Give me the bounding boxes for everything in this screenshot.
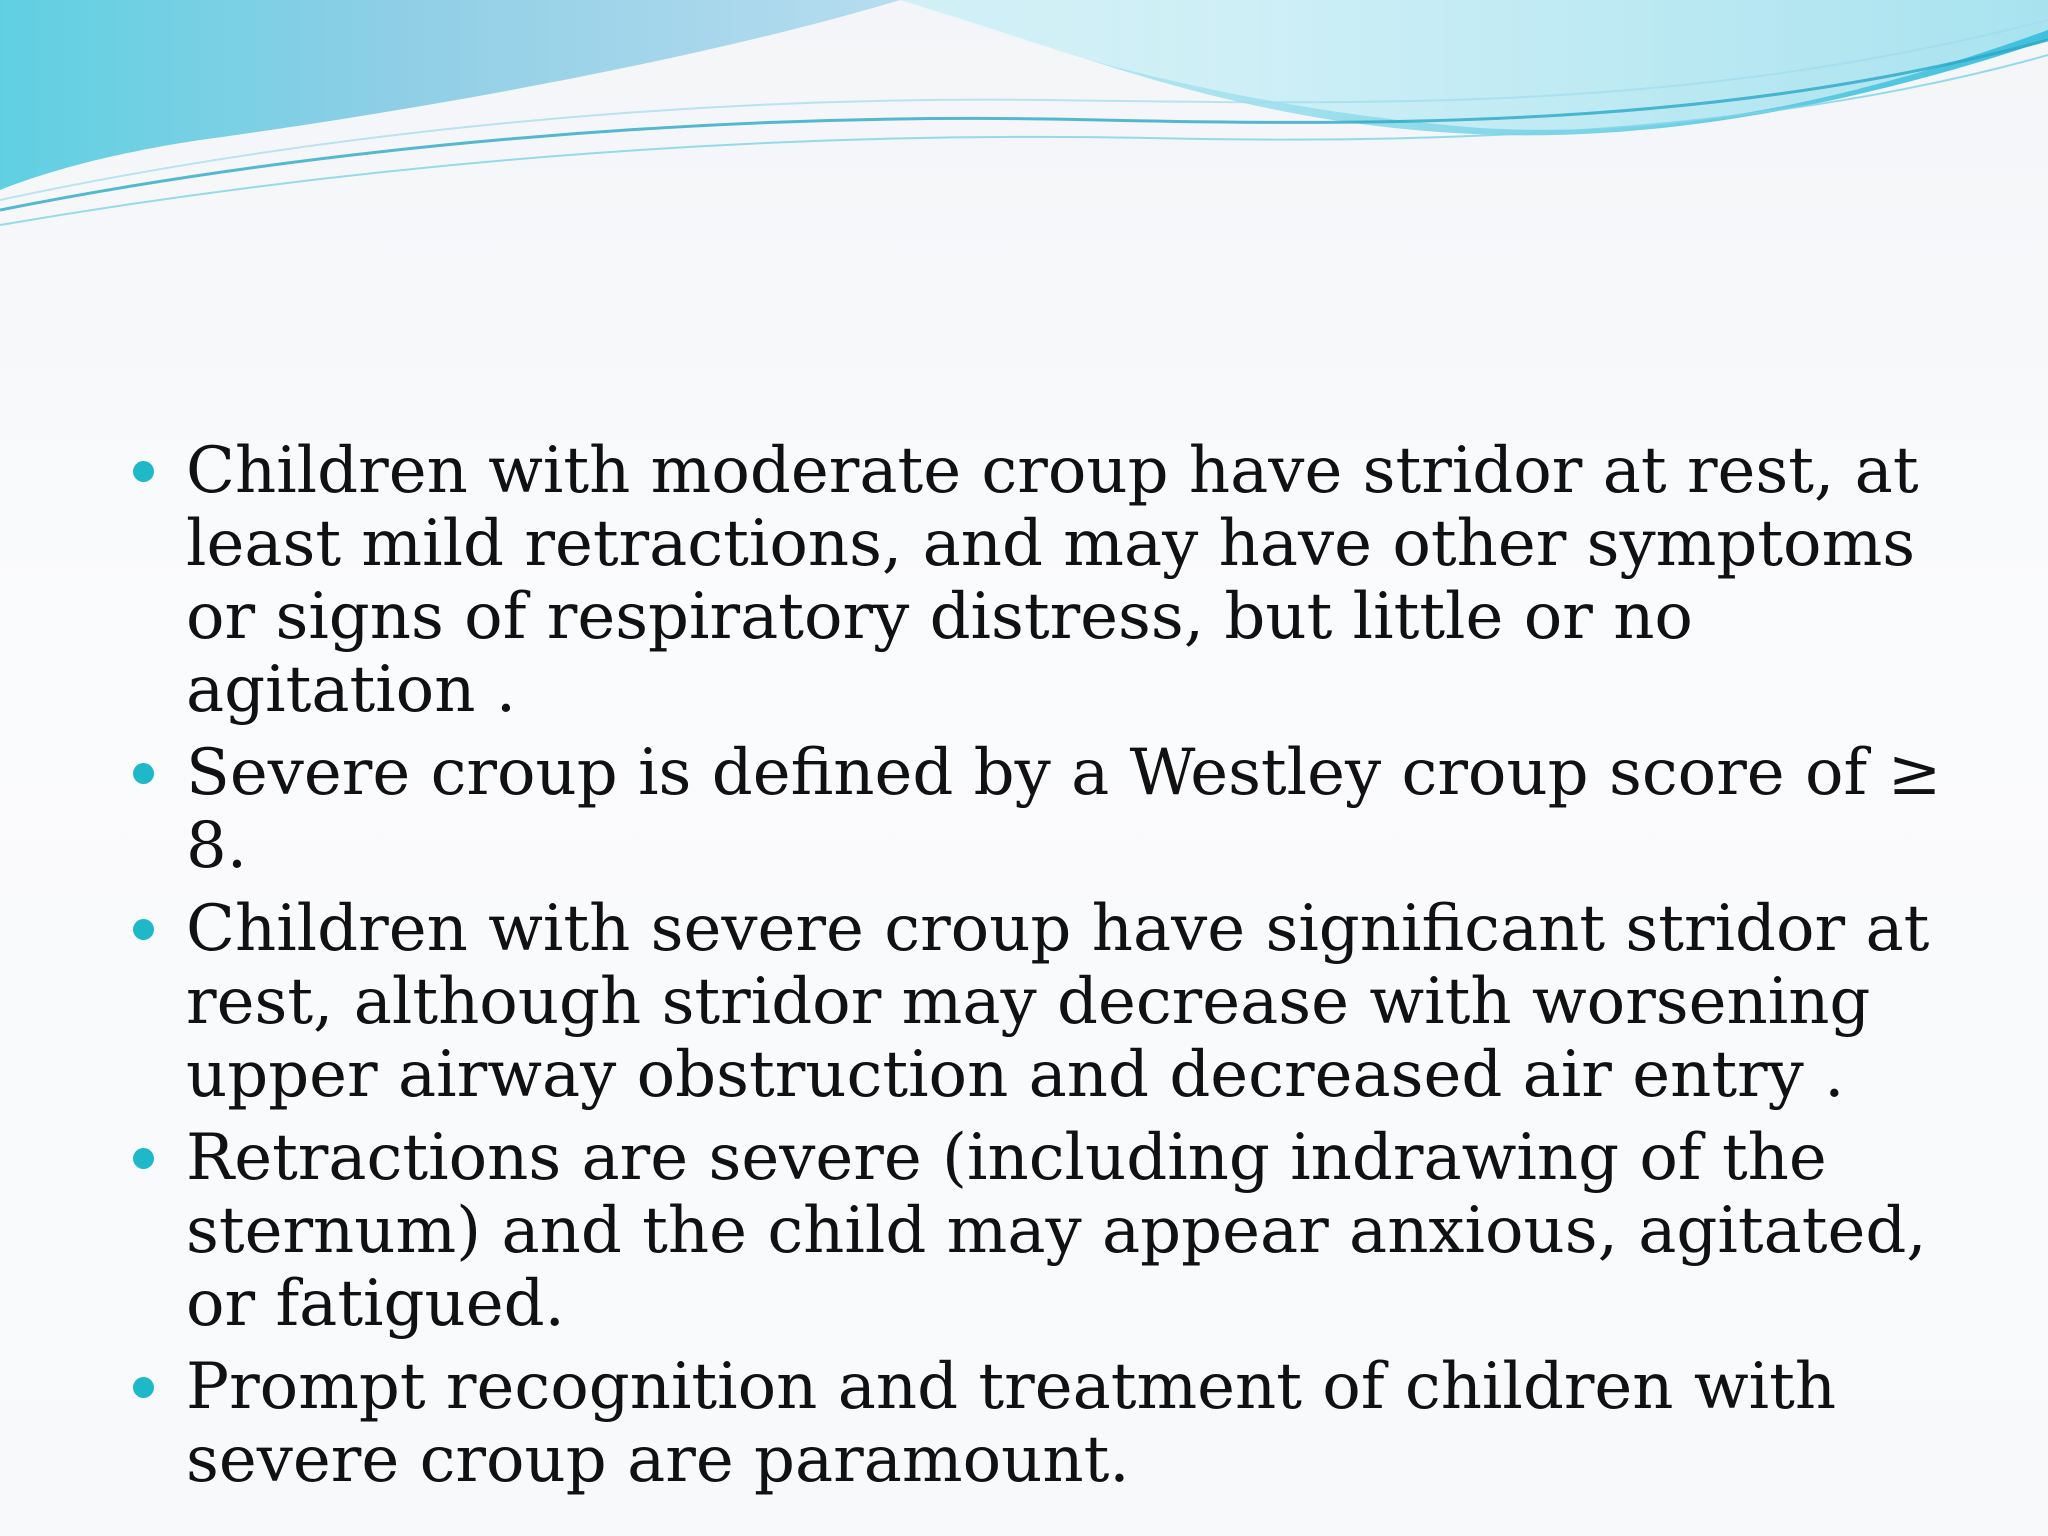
bullet-dot-icon (133, 763, 154, 784)
bullet-item (120, 1351, 1970, 1497)
bullet-item (120, 1122, 1970, 1341)
bullet-text: Severe croup is defined by a Westley croup score of ≥ 8. (186, 736, 1942, 883)
bullet-item (120, 893, 1970, 1112)
bullet-dot-icon (133, 461, 154, 482)
bullet-text: Children with moderate croup have stridor at rest, at least mild retractions, and may have other symptoms or signs of respiratory distress, but little or no agitation . (186, 434, 1919, 727)
bullet-list (120, 435, 1970, 1497)
bullet-dot-icon (133, 1148, 154, 1169)
content-area (120, 435, 1970, 1507)
bullet-text: Prompt recognition and treatment of children with severe croup are paramount. (186, 1350, 1837, 1497)
bullet-dot-icon (133, 919, 154, 940)
wave-header-decoration (0, 0, 2048, 240)
bullet-item (120, 737, 1970, 883)
bullet-dot-icon (133, 1377, 154, 1398)
bullet-item (120, 435, 1970, 727)
bullet-text: Retractions are severe (including indrawing of the sternum) and the child may appear anxious, agitated, or fatigued. (186, 1121, 1927, 1341)
bullet-text: Children with severe croup have significant stridor at rest, although stridor may decrease with worsening upper airway obstruction and decreased air entry . (186, 892, 1930, 1112)
